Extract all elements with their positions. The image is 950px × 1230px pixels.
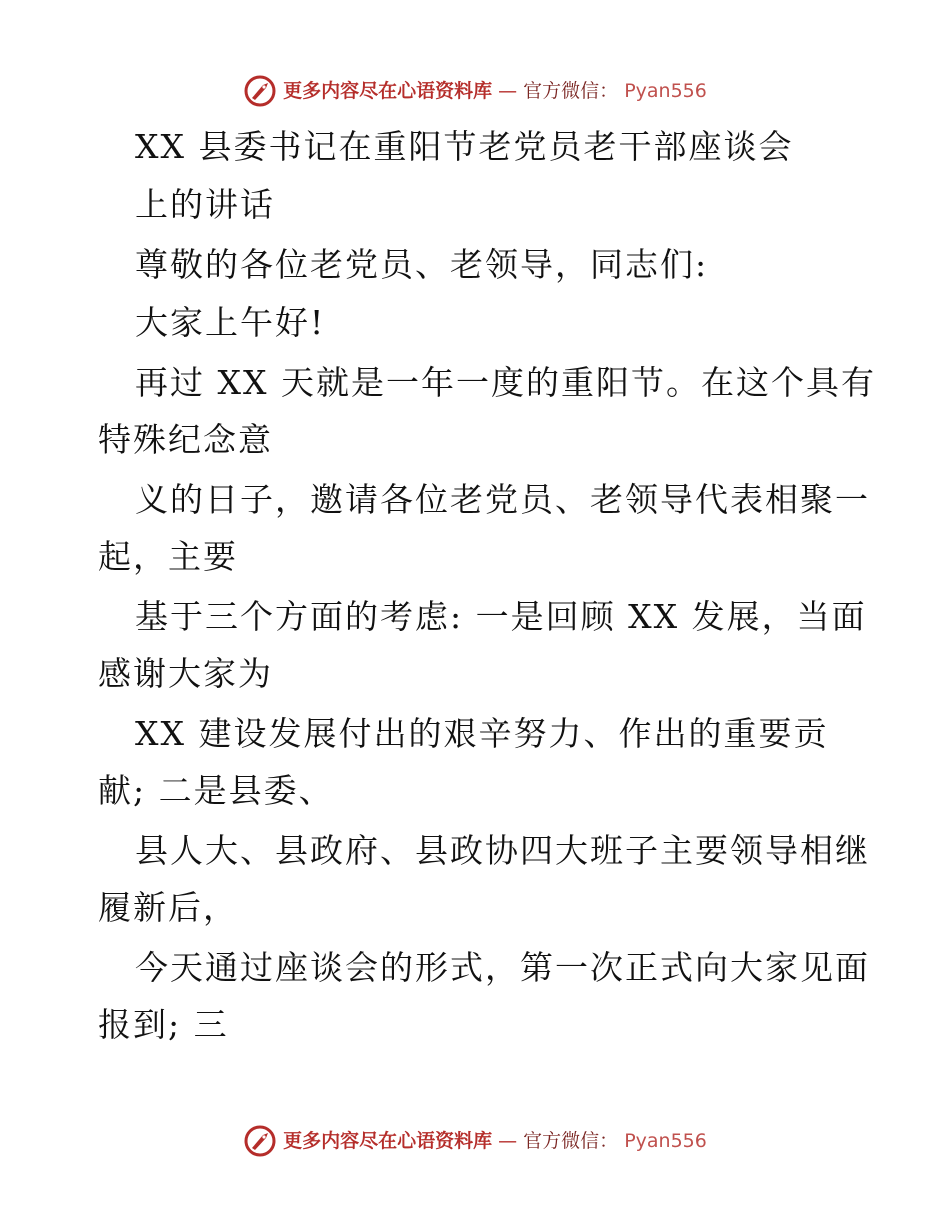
banner-wechat-label: 官方微信： <box>523 1129 619 1152</box>
document-title-line-1: XX 县委书记在重阳节老党员老干部座谈会 <box>135 127 794 166</box>
paragraph-line: 义的日子，邀请各位老党员、老领导代表相聚一 <box>135 480 870 519</box>
paragraph-line: XX 建设发展付出的艰辛努力、作出的重要贡 <box>135 714 829 753</box>
pen-nib-logo-icon <box>243 1124 277 1158</box>
paragraph-line: 特殊纪念意 <box>98 420 273 459</box>
banner-wechat-id: Pyan556 <box>624 1129 707 1152</box>
banner-slogan: 更多内容尽在心语资料库 <box>283 79 493 102</box>
paragraph-line: 基于三个方面的考虑: 一是回顾 XX 发展，当面 <box>135 597 867 636</box>
banner-dash: — <box>498 79 518 102</box>
paragraph-line: 献; 二是县委、 <box>98 771 334 810</box>
paragraph-line: 起，主要 <box>98 537 238 576</box>
paragraph-line: 县人大、县政府、县政协四大班子主要领导相继 <box>135 831 870 870</box>
paragraph-line: 履新后， <box>98 888 238 927</box>
paragraph-line: 感谢大家为 <box>98 654 273 693</box>
paragraph-line: 今天通过座谈会的形式，第一次正式向大家见面 <box>135 948 870 987</box>
banner-wechat-id: Pyan556 <box>624 79 707 102</box>
banner-wechat-label: 官方微信： <box>523 79 619 102</box>
salutation: 尊敬的各位老党员、老领导，同志们: <box>135 245 709 284</box>
greeting: 大家上午好! <box>135 303 326 342</box>
paragraph-line: 再过 XX 天就是一年一度的重阳节。在这个具有 <box>135 363 876 402</box>
document-title-line-2: 上的讲话 <box>135 185 275 224</box>
banner-dash: — <box>498 1129 518 1152</box>
paragraph-line: 报到; 三 <box>98 1005 229 1044</box>
banner-slogan: 更多内容尽在心语资料库 <box>283 1129 493 1152</box>
footer-banner <box>0 1124 950 1158</box>
